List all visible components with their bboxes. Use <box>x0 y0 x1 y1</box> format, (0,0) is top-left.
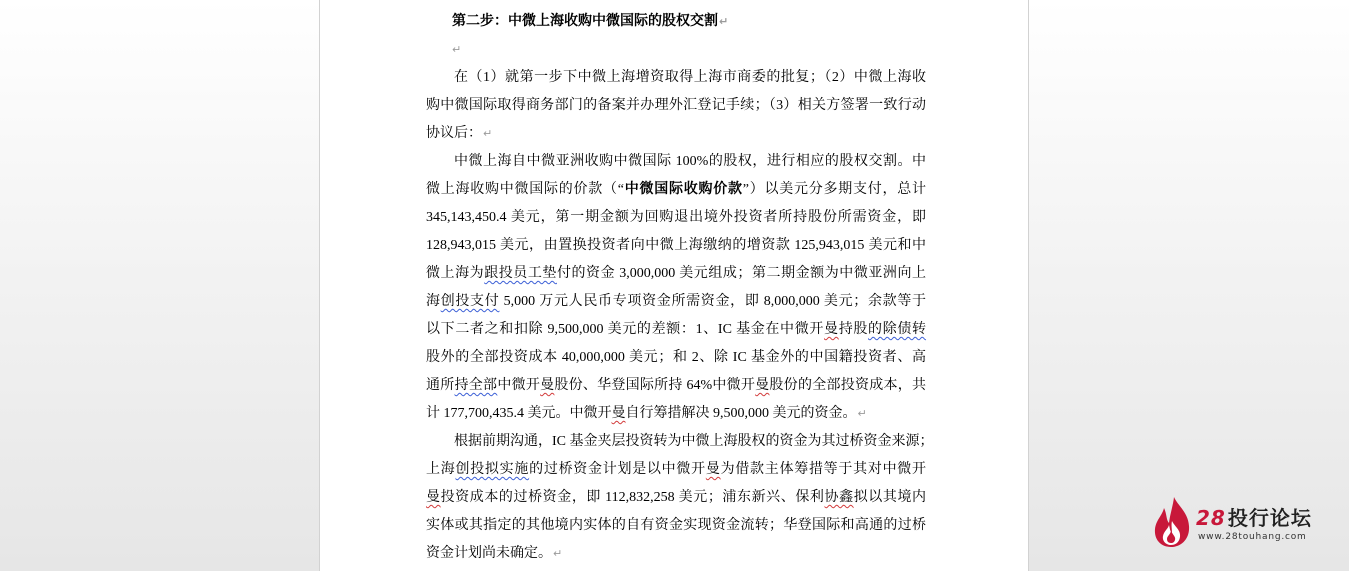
text-run: ”）以美元分多期支付，总计 <box>742 182 927 197</box>
paragraph-mark-icon: ↵ <box>553 547 563 560</box>
text-run: 股份、华登国际所持 64%中微开 <box>554 378 756 393</box>
spelling-flag[interactable]: 曼 <box>755 378 770 393</box>
paragraph-2-line-9 <box>426 372 926 400</box>
flame-icon <box>1152 496 1192 548</box>
paragraph-2-line-4: 128,943,015 美元，由置换投资者向中微上海缴纳的增资款 125,943,015 美元和中 <box>426 238 926 253</box>
text-run: 微上海为 <box>426 266 485 281</box>
paragraph-3-line-3 <box>426 484 926 512</box>
paragraph-mark-icon: ↵ <box>483 127 493 140</box>
text-run: 中微开 <box>497 378 541 393</box>
text-run: 微上海收购中微国际的价款（“ <box>426 182 624 197</box>
text-run: 持股 <box>838 322 869 337</box>
paragraph-2-line-2 <box>426 176 926 204</box>
text-run: 的过桥资金计划是以中微开 <box>529 462 706 477</box>
paragraph-mark-icon: ↵ <box>719 15 729 28</box>
text-run: 自行筹措解决 9,500,000 美元的资金。 <box>625 406 857 421</box>
grammar-flag[interactable]: 创投支付 <box>440 294 500 309</box>
paragraph-1-line-3-text: 协议后： <box>426 126 482 141</box>
paragraph-2-line-5 <box>426 260 926 288</box>
grammar-flag[interactable]: 跟投员工垫 <box>484 266 557 281</box>
text-run: 股份的全部投资成本，共 <box>769 378 927 393</box>
paragraph-mark-icon: ↵ <box>452 43 462 56</box>
spelling-flag[interactable]: 曼 <box>426 490 441 505</box>
paragraph-2-line-3: 345,143,450.4 美元，第一期金额为回购退出境外投资者所持股份所需资金，即 <box>426 210 926 225</box>
grammar-flag[interactable]: 的除债转 <box>868 322 927 337</box>
paragraph-3-line-5-text: 资金计划尚未确定。 <box>426 546 552 561</box>
text-run: 通所 <box>426 378 455 393</box>
paragraph-3-line-5 <box>426 540 926 568</box>
paragraph-3-line-4: 实体或其指定的其他境内实体的自有资金实现资金流转；华登国际和高通的过桥 <box>426 518 926 533</box>
spelling-flag[interactable]: 曼 <box>824 322 839 337</box>
text-run: 上海 <box>426 462 456 477</box>
logo-number: 28 <box>1196 506 1226 530</box>
spelling-flag[interactable]: 协鑫 <box>824 490 854 505</box>
text-run: 为借款主体筹措等于其对中微开 <box>720 462 927 477</box>
text-run: 投资成本的过桥资金，即 112,832,258 美元；浦东新兴、保利 <box>440 490 825 505</box>
paragraph-1-line-1: 在（1）就第一步下中微上海增资取得上海市商委的批复；（2）中微上海收 <box>454 70 926 85</box>
paragraph-3-line-1: 根据前期沟通，IC 基金夹层投资转为中微上海股权的资金为其过桥资金来源； <box>454 434 934 449</box>
document-body <box>426 8 934 568</box>
paragraph-2-line-1: 中微上海自中微亚洲收购中微国际 100%的股权，进行相应的股权交割。中 <box>454 154 926 169</box>
paragraph-1-line-3 <box>426 120 926 148</box>
grammar-flag[interactable]: 创投拟实施 <box>455 462 530 477</box>
section-heading <box>426 8 926 36</box>
text-run: 拟以其境内 <box>853 490 927 505</box>
spelling-flag[interactable]: 曼 <box>611 406 626 421</box>
blank-line <box>426 36 926 64</box>
text-run: 付的资金 3,000,000 美元组成；第二期金额为中微亚洲向上 <box>556 266 927 281</box>
paragraph-2-line-7 <box>426 316 926 344</box>
paragraph-3-line-2 <box>426 456 926 484</box>
paragraph-2-line-6 <box>426 288 926 316</box>
paragraph-1-line-2: 购中微国际取得商务部门的备案并办理外汇登记手续；（3）相关方签署一致行动 <box>426 98 926 113</box>
document-page <box>319 0 1029 571</box>
text-run: 5,000 万元人民币专项资金所需资金，即 8,000,000 美元；余款等于 <box>499 294 927 309</box>
spelling-flag[interactable]: 曼 <box>540 378 555 393</box>
paragraph-mark-icon: ↵ <box>857 407 867 420</box>
grammar-flag[interactable]: 持全部 <box>454 378 498 393</box>
defined-term: 中微国际收购价款 <box>624 182 743 197</box>
paragraph-2-line-10 <box>426 400 926 428</box>
logo-name: 投行论坛 <box>1227 506 1312 530</box>
logo-title <box>1196 502 1312 531</box>
watermark-logo <box>1152 494 1332 550</box>
text-run: 以下二者之和扣除 9,500,000 美元的差额：1、IC 基金在中微开 <box>426 322 825 337</box>
text-run: 计 177,700,435.4 美元。中微开 <box>426 406 612 421</box>
spelling-flag[interactable]: 曼 <box>705 462 721 477</box>
text-run: 海 <box>426 294 441 309</box>
paragraph-2-line-8: 股外的全部投资成本 40,000,000 美元；和 2、除 IC 基金外的中国籍投资者、高 <box>426 350 926 365</box>
logo-url: www.28touhang.com <box>1198 532 1307 542</box>
section-heading-text: 第二步：中微上海收购中微国际的股权交割 <box>452 14 718 29</box>
